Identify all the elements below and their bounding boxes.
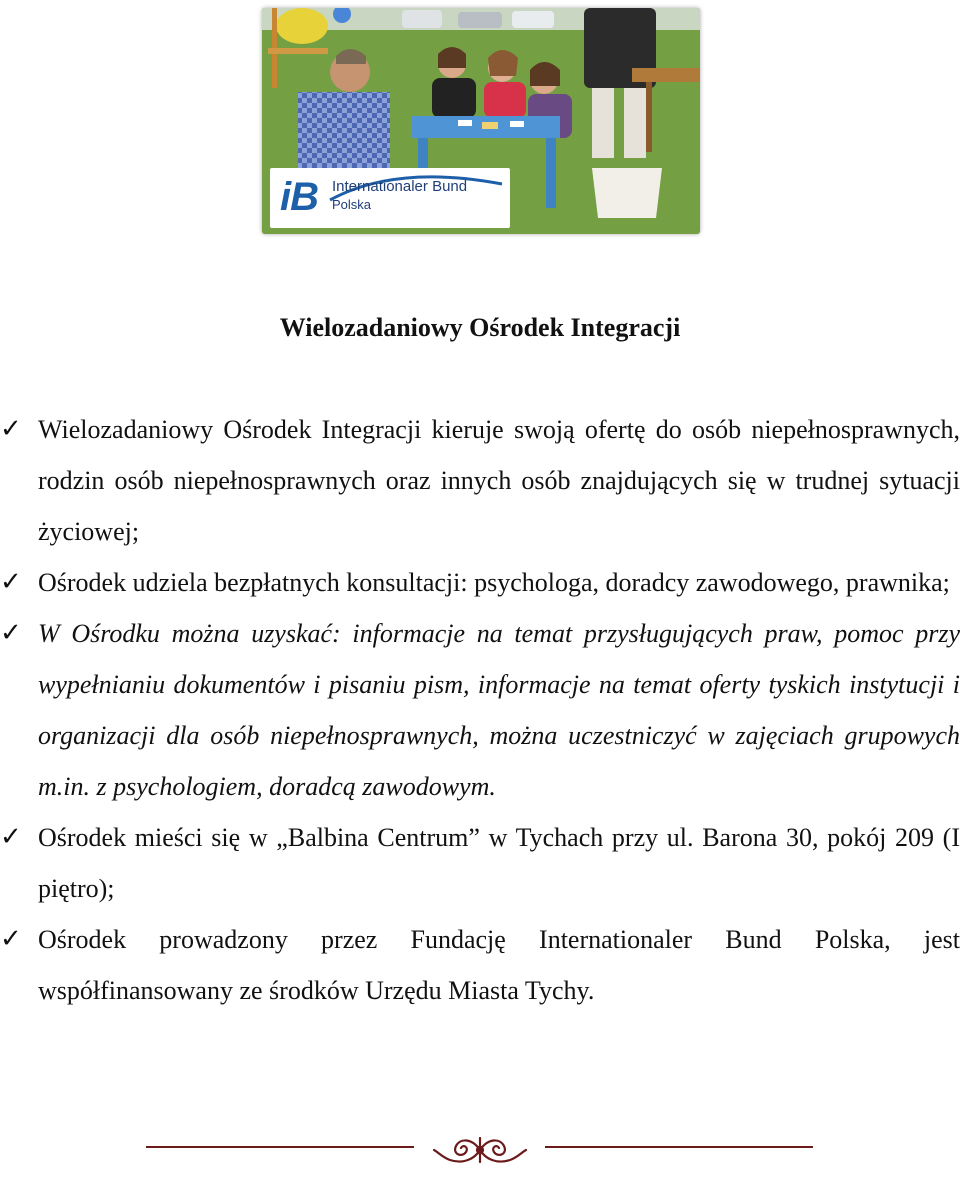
list-item-text: Ośrodek udziela bezpłatnych konsultacji: psychologa, doradcy zawodowego, prawnika;: [38, 568, 950, 597]
list-item-text: W Ośrodku można uzyskać: informacje na temat przysługujących praw, pomoc przy wypełnianiu dokumentów i pisaniu pism, informacje na temat oferty tyskich instytucji i organizacji dla osób niepełnosprawnych, można uczestniczyć w zajęciach grupowych m.in. z psychologiem, doradcą zawodowym.: [38, 619, 960, 801]
ib-logo: [270, 168, 510, 228]
page-title: Wielozadaniowy Ośrodek Integracji: [279, 313, 681, 342]
check-icon: ✓: [0, 924, 22, 954]
flourish-ornament-icon: [432, 1132, 528, 1168]
check-icon: ✓: [0, 567, 22, 597]
list-item: [0, 914, 960, 1016]
list-item-text: Ośrodek prowadzony przez Fundację Internationaler Bund Polska, jest współfinansowany ze środków Urzędu Miasta Tychy.: [38, 925, 960, 1005]
list-item: [0, 812, 960, 914]
list-item: [0, 557, 960, 608]
info-list: [0, 404, 960, 1016]
check-icon: ✓: [0, 618, 22, 648]
logo-mark: iB: [280, 175, 318, 219]
list-item: [0, 404, 960, 557]
header-photo: [262, 8, 700, 234]
logo-country: Polska: [332, 197, 372, 212]
list-item: [0, 608, 960, 812]
logo-name: Internationaler Bund: [332, 178, 468, 195]
footer-divider-right: [545, 1146, 813, 1148]
check-icon: ✓: [0, 414, 22, 444]
list-item-text: Wielozadaniowy Ośrodek Integracji kieruje swoją ofertę do osób niepełnosprawnych, rodzin osób niepełnosprawnych oraz innych osób znajdujących się w trudnej sytuacji życiowej;: [38, 415, 960, 546]
check-icon: ✓: [0, 822, 22, 852]
footer-divider-left: [146, 1146, 414, 1148]
list-item-text: Ośrodek mieści się w „Balbina Centrum” w Tychach przy ul. Barona 30, pokój 209 (I piętro);: [38, 823, 960, 903]
